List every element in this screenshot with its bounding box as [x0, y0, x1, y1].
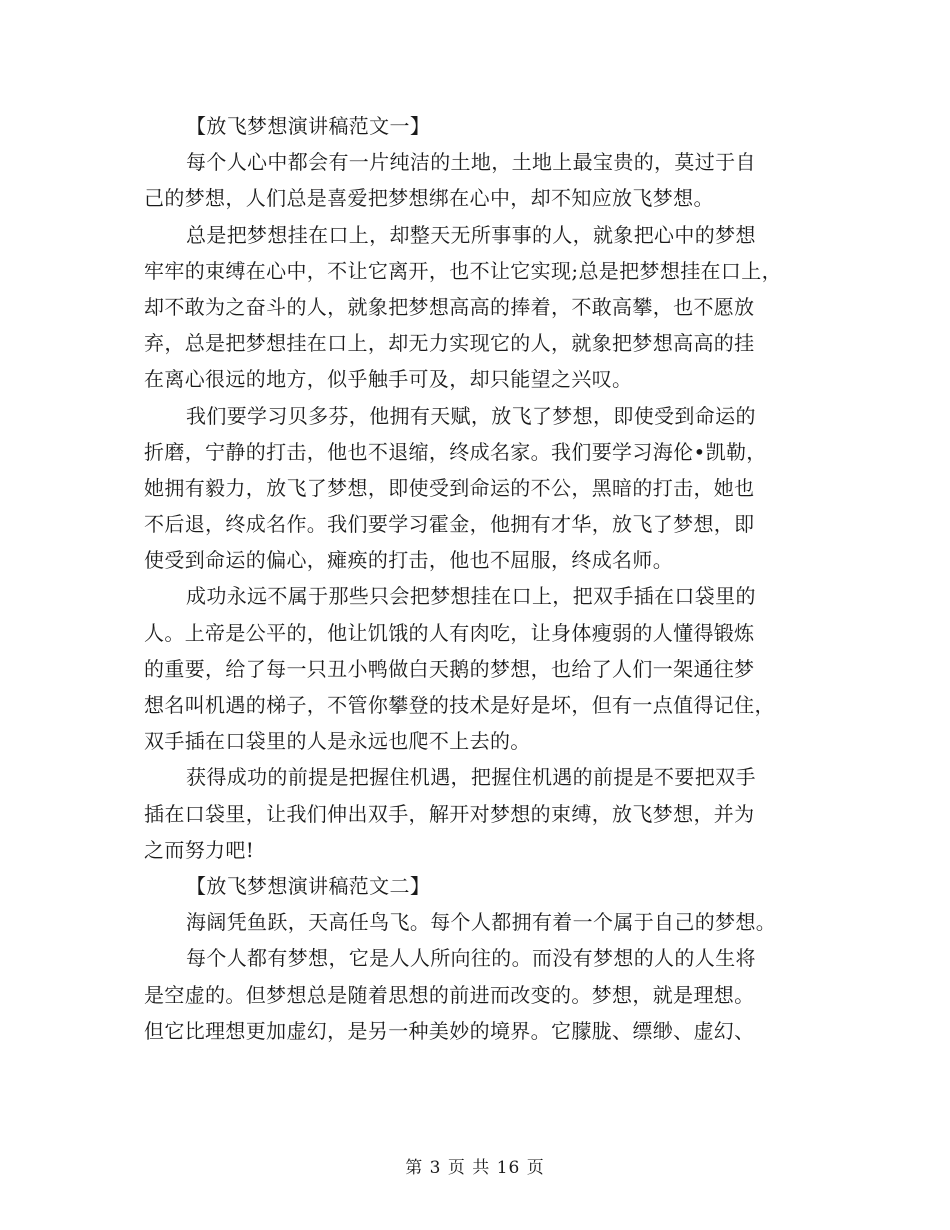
page-footer: 第 3 页 共 16 页 [405, 1158, 545, 1178]
section-heading: 【放飞梦想演讲稿范文二】 [186, 873, 431, 898]
text-line: 获得成功的前提是把握住机遇，把握住机遇的前提是不要把双手 [186, 765, 756, 790]
text-line: 我们要学习贝多芬，他拥有天赋，放飞了梦想，即使受到命运的 [186, 403, 756, 428]
text-line: 双手插在口袋里的人是永远也爬不上去的。 [144, 729, 531, 754]
text-line: 海阔凭鱼跃，天高任鸟飞。每个人都拥有着一个属于自己的梦想。 [186, 910, 777, 935]
text-line: 牢牢的束缚在心中，不让它离开，也不让它实现;总是把梦想挂在口上， [144, 258, 782, 283]
text-line: 之而努力吧! [144, 837, 255, 862]
text-line: 却不敢为之奋斗的人，就象把梦想高高的捧着，不敢高攀，也不愿放 [144, 294, 755, 319]
text-line: 她拥有毅力，放飞了梦想，即使受到命运的不公，黑暗的打击，她也 [144, 475, 755, 500]
text-line: 弃，总是把梦想挂在口上，却无力实现它的人，就象把梦想高高的挂 [144, 331, 755, 356]
document-body [144, 108, 819, 1049]
text-line: 在离心很远的地方，似乎触手可及，却只能望之兴叹。 [144, 367, 633, 392]
text-line: 己的梦想，人们总是喜爱把梦想绑在心中，却不知应放飞梦想。 [144, 186, 714, 211]
text-line: 想名叫机遇的梯子，不管你攀登的技术是好是坏，但有一点值得记住， [144, 693, 775, 717]
section-heading: 【放飞梦想演讲稿范文一】 [186, 114, 431, 138]
text-line: 折磨，宁静的打击，他也不退缩，终成名家。我们要学习海伦•凯勒， [144, 439, 767, 464]
text-line: 成功永远不属于那些只会把梦想挂在口上，把双手插在口袋里的 [186, 584, 756, 609]
text-line: 是空虚的。但梦想总是随着思想的前进而改变的。梦想，就是理想。 [144, 982, 755, 1007]
text-line: 插在口袋里，让我们伸出双手，解开对梦想的束缚，放飞梦想，并为 [144, 801, 755, 826]
text-line: 人。上帝是公平的，他让饥饿的人有肉吃，让身体瘦弱的人懂得锻炼 [144, 620, 755, 645]
text-line: 不后退，终成名作。我们要学习霍金，他拥有才华，放飞了梦想，即 [144, 512, 755, 537]
text-line: 但它比理想更加虚幻，是另一种美妙的境界。它朦胧、缥缈、虚幻、 [144, 1018, 755, 1043]
text-line: 每个人都有梦想，它是人人所向往的。而没有梦想的人的人生将 [186, 946, 756, 971]
text-line: 的重要，给了每一只丑小鸭做白天鹅的梦想，也给了人们一架通往梦 [144, 656, 755, 681]
text-line: 使受到命运的偏心，瘫痪的打击，他也不屈服，终成名师。 [144, 548, 674, 573]
text-line: 总是把梦想挂在口上，却整天无所事事的人，就象把心中的梦想 [186, 222, 756, 247]
text-line: 每个人心中都会有一片纯洁的土地，土地上最宝贵的，莫过于自 [186, 150, 756, 175]
